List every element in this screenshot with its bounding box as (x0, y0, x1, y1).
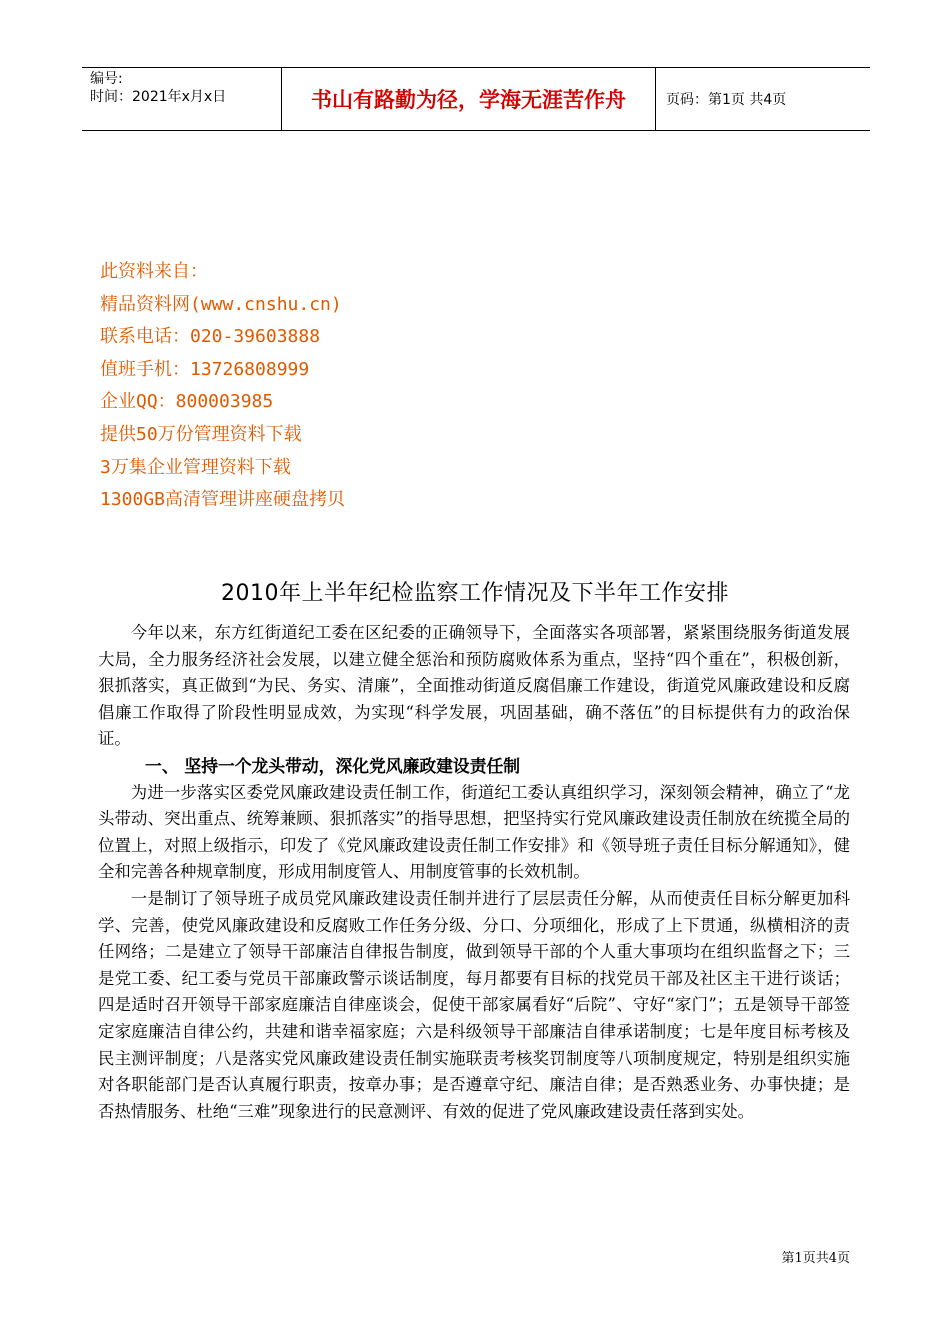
source-line: 提供50万份管理资料下载 (100, 423, 302, 445)
header-meta-cell (82, 68, 282, 130)
source-line: 联系电话：020-39603888 (100, 326, 321, 348)
source-line: 1300GB高清管理讲座硬盘拷贝 (100, 489, 346, 511)
header-table (82, 67, 870, 131)
source-block (100, 256, 600, 517)
document-title: 2010年上半年纪检监察工作情况及下半年工作安排 (221, 581, 729, 606)
body-paragraph: 一是制订了领导班子成员党风廉政建设责任制并进行了层层责任分解，从而使责任目标分解更加科学、完善，使党风廉政建设和反腐败工作任务分级、分口、分项细化，形成了上下贯通，纵横相济的责任网络；二是建立了领导干部廉洁自律报告制度，做到领导干部的个人重大事项均在组织监督之下；三是党工委、纪工委与党员干部廉政警示谈话制度，每月都要有目标的找党员干部及社区主干进行谈话；四是适时召开领导干部家庭廉洁自律座谈会，促使干部家属看好“后院”、守好“家门”；五是领导干部签定家庭廉洁自律公约，共建和谐幸福家庭；六是科级领导干部廉洁自律承诺制度；七是年度目标考核及民主测评制度；八是落实党风廉政建设责任制实施联责考核奖罚制度等八项制度规定，特别是组织实施对各职能部门是否认真履行职责，按章办事；是否遵章守纪、廉洁自律；是否熟悉业务、办事快捷；是否热情服务、杜绝“三难”现象进行的民意测评、有效的促进了党风廉政建设责任落到实处。 (98, 888, 850, 1121)
body-paragraph: 为进一步落实区委党风廉政建设责任制工作，街道纪工委认真组织学习，深刻领会精神，确立了“龙头带动、突出重点、统筹兼顾、狠抓落实”的指导思想，把坚持实行党风廉政建设责任制放在统揽全局的位置上，对照上级指示，印发了《党风廉政建设责任制工作安排》和《领导班子责任目标分解通知》，健全和完善各种规章制度，形成用制度管人、用制度管事的长效机制。 (98, 782, 850, 882)
document-body (98, 620, 850, 1125)
source-line: 此资料来自： (100, 261, 208, 282)
source-line: 企业QQ：800003985 (100, 391, 274, 413)
motto: 书山有路勤为径，学海无涯苦作舟 (282, 68, 656, 130)
source-line: 3万集企业管理资料下载 (100, 456, 291, 478)
source-line: 精品资料网(www.cnshu.cn) (100, 293, 342, 315)
section-heading: 一、 坚持一个龙头带动，深化党风廉政建设责任制 (145, 755, 521, 776)
number-label: 编号: (90, 71, 123, 87)
source-line: 值班手机：13726808999 (100, 358, 310, 380)
page-info: 页码：第1页 共4页 (666, 92, 787, 108)
page-footer: 第1页共4页 (781, 1251, 850, 1266)
time-label: 时间：2021年x月x日 (90, 89, 227, 105)
intro-paragraph: 今年以来，东方红街道纪工委在区纪委的正确领导下，全面落实各项部署，紧紧围绕服务街道发展大局，全力服务经济社会发展，以建立健全惩治和预防腐败体系为重点，坚持“四个重在”，积极创新，狠抓落实，真正做到“为民、务实、清廉”，全面推动街道反腐倡廉工作建设，街道党风廉政建设和反腐倡廉工作取得了阶段性明显成效，为实现“科学发展，巩固基础，确不落伍”的目标提供有力的政治保证。 (98, 623, 850, 749)
